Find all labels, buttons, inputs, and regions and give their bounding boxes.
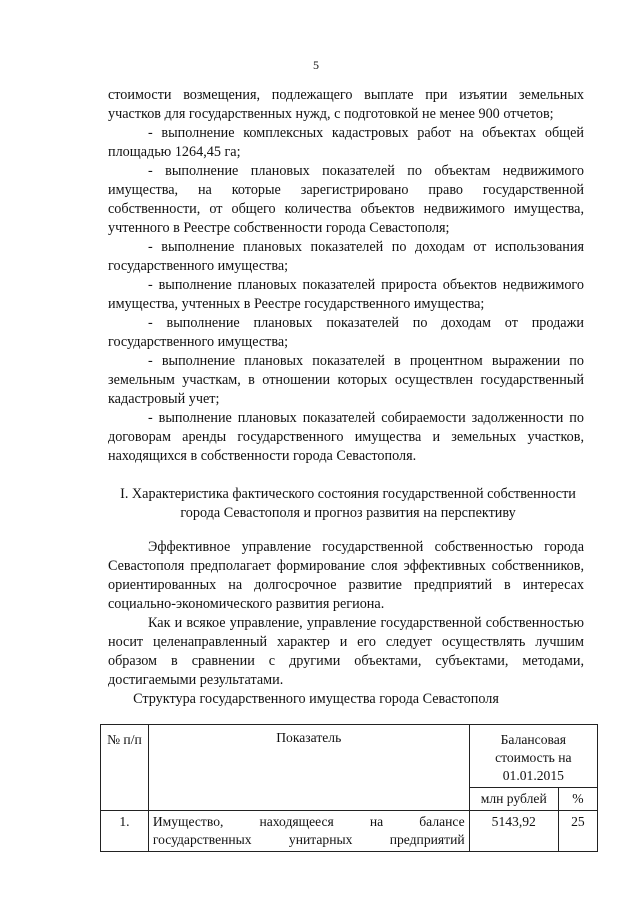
row-pct: 25 — [558, 811, 597, 852]
paragraph: - выполнение плановых показателей по доходам от использования государственного имущества; — [108, 239, 584, 274]
paragraph: - выполнение плановых показателей в процентном выражении по земельным участкам, в отношении которых осуществлен государственный кадастровый учет; — [108, 353, 584, 407]
paragraph: стоимости возмещения, подлежащего выплате при изъятии земельных участков для государственных нужд, с подготовкой не менее 900 отчетов; — [108, 87, 584, 122]
table-caption: Структура государственного имущества города Севастополя — [133, 691, 499, 707]
intro-text-block — [108, 538, 584, 690]
table-row — [101, 811, 598, 852]
header-indicator: Показатель — [148, 725, 469, 811]
page-number: 5 — [313, 58, 319, 72]
paragraph: Эффективное управление государственной собственностью города Севастополя предполагает формирование слоя эффективных собственников, ориентированных на долгосрочное развитие предприятий в интересах социально-экономического развития региона. — [108, 539, 584, 612]
top-text-block — [108, 86, 584, 466]
paragraph: - выполнение плановых показателей по доходам от продажи государственного имущества; — [108, 315, 584, 350]
paragraph: Как и всякое управление, управление государственной собственностью носит целенаправленный характер и его следует осуществлять лучшим образом в сравнении с другими объектами, субъектами, методами, достигаемыми результатами. — [108, 615, 584, 688]
row-indicator — [148, 811, 469, 852]
row-indicator-line: государственных унитарных предприятий — [152, 832, 465, 847]
row-value: 5143,92 — [469, 811, 558, 852]
header-unit: млн рублей — [469, 788, 558, 811]
section-heading: I. Характеристика фактического состояния государственной собственности города Севастополя и прогноз развития на перспективу — [120, 486, 576, 521]
paragraph: - выполнение комплексных кадастровых работ на объектах общей площадью 1264,45 га; — [108, 125, 584, 160]
paragraph: - выполнение плановых показателей по объектам недвижимого имущества, на которые зарегистрировано право государственной собственности, от общего количества объектов недвижимого имущества, учтенного в Реестре собственности города Севастополя; — [108, 163, 584, 236]
header-pct: % — [558, 788, 597, 811]
row-num: 1. — [101, 811, 149, 852]
paragraph: - выполнение плановых показателей прироста объектов недвижимого имущества, учтенных в Реестре государственного имущества; — [108, 277, 584, 312]
table-header-row — [101, 725, 598, 788]
paragraph: - выполнение плановых показателей собираемости задолженности по договорам аренды государственного имущества и земельных участков, находящихся в собственности города Севастополя. — [108, 410, 584, 464]
property-structure-table — [100, 724, 598, 852]
header-num: № п/п — [101, 725, 149, 811]
header-balance: Балансовая стоимость на 01.01.2015 — [469, 725, 597, 788]
row-indicator-line: Имущество, находящееся на балансе — [152, 814, 465, 829]
